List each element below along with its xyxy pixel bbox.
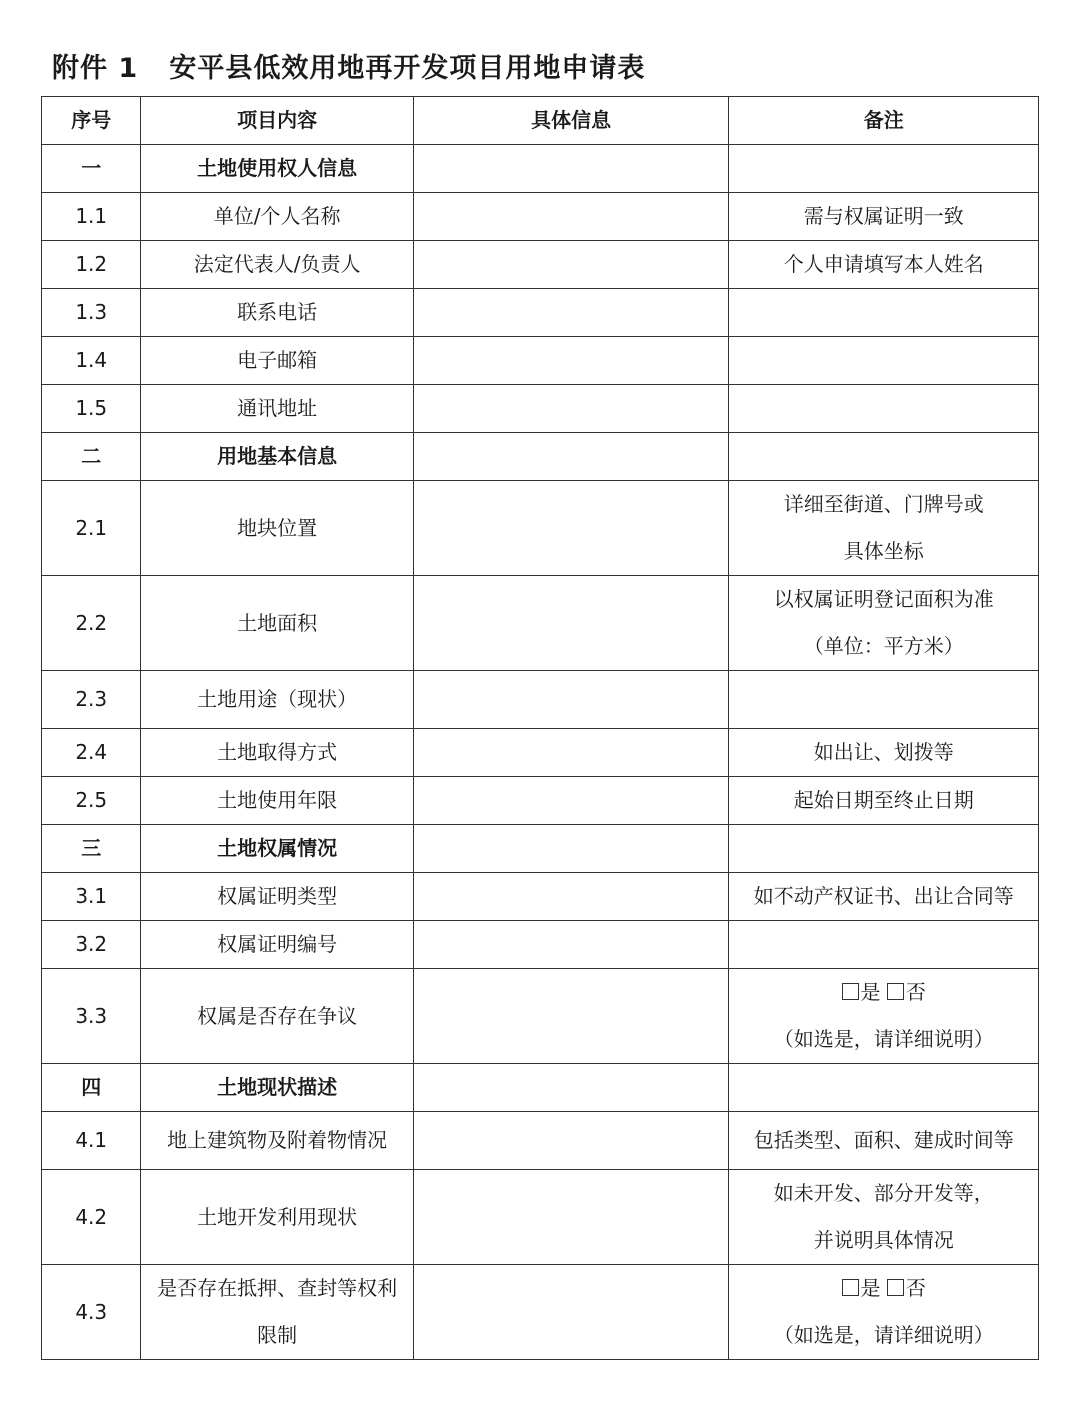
item-cell: 通讯地址: [141, 385, 413, 433]
table-row: [42, 481, 1039, 576]
detail-input-cell[interactable]: [413, 921, 729, 969]
table-row: [42, 921, 1039, 969]
detail-input-cell: [413, 145, 729, 193]
item-cell: 用地基本信息: [141, 433, 413, 481]
remark-cell: 如不动产权证书、出让合同等: [729, 873, 1039, 921]
serial-cell: 1.4: [42, 337, 141, 385]
item-cell: [141, 1265, 413, 1360]
remark-cell: [729, 433, 1039, 481]
header-serial: 序号: [42, 97, 141, 145]
table-row: [42, 193, 1039, 241]
detail-input-cell[interactable]: [413, 671, 729, 729]
serial-cell: 四: [42, 1064, 141, 1112]
remark-cell: [729, 1064, 1039, 1112]
table-row: [42, 337, 1039, 385]
serial-cell: 4.3: [42, 1265, 141, 1360]
detail-input-cell[interactable]: [413, 873, 729, 921]
remark-line: 具体坐标: [843, 539, 924, 563]
item-cell: 地上建筑物及附着物情况: [141, 1112, 413, 1170]
table-row: [42, 1170, 1039, 1265]
remark-cell: [729, 825, 1039, 873]
detail-input-cell[interactable]: [413, 777, 729, 825]
table-body: [42, 145, 1039, 1360]
item-cell: 权属证明编号: [141, 921, 413, 969]
detail-input-cell[interactable]: [413, 289, 729, 337]
item-cell: 联系电话: [141, 289, 413, 337]
remark-cell: [729, 337, 1039, 385]
table-row: [42, 873, 1039, 921]
remark-cell: [729, 1265, 1039, 1360]
header-detail: 具体信息: [413, 97, 729, 145]
checkbox-yes[interactable]: [842, 1279, 859, 1296]
detail-input-cell[interactable]: [413, 1170, 729, 1265]
table-row: [42, 1112, 1039, 1170]
remark-cell: 需与权属证明一致: [729, 193, 1039, 241]
item-cell: 法定代表人/负责人: [141, 241, 413, 289]
item-cell: 权属是否存在争议: [141, 969, 413, 1064]
table-row: [42, 671, 1039, 729]
serial-cell: 1.2: [42, 241, 141, 289]
serial-cell: 2.4: [42, 729, 141, 777]
detail-input-cell[interactable]: [413, 576, 729, 671]
detail-input-cell[interactable]: [413, 385, 729, 433]
serial-cell: 一: [42, 145, 141, 193]
remark-line: 如未开发、部分开发等，: [773, 1181, 994, 1205]
item-cell: 土地现状描述: [141, 1064, 413, 1112]
remark-cell: [729, 671, 1039, 729]
table-header-row: [42, 97, 1039, 145]
section-row: [42, 433, 1039, 481]
table-row: [42, 385, 1039, 433]
serial-cell: 二: [42, 433, 141, 481]
item-cell: 电子邮箱: [141, 337, 413, 385]
serial-cell: 3.2: [42, 921, 141, 969]
item-cell: 土地使用年限: [141, 777, 413, 825]
detail-input-cell[interactable]: [413, 1112, 729, 1170]
section-row: [42, 145, 1039, 193]
remark-cell: [729, 1170, 1039, 1265]
remark-cell: 个人申请填写本人姓名: [729, 241, 1039, 289]
checkbox-no[interactable]: [887, 1279, 904, 1296]
item-cell: 土地权属情况: [141, 825, 413, 873]
serial-cell: 3.3: [42, 969, 141, 1064]
detail-input-cell[interactable]: [413, 969, 729, 1064]
table-row: [42, 241, 1039, 289]
remark-line: （如选是，请详细说明）: [773, 1027, 994, 1051]
serial-cell: 1.1: [42, 193, 141, 241]
table-row: [42, 289, 1039, 337]
serial-cell: 3.1: [42, 873, 141, 921]
table-row: [42, 969, 1039, 1064]
detail-input-cell[interactable]: [413, 193, 729, 241]
serial-cell: 1.3: [42, 289, 141, 337]
serial-cell: 2.3: [42, 671, 141, 729]
checkbox-label: 是: [860, 1276, 887, 1300]
detail-input-cell: [413, 825, 729, 873]
checkbox-label: 否: [905, 1276, 926, 1300]
remark-line: 以权属证明登记面积为准: [773, 587, 994, 611]
serial-cell: 三: [42, 825, 141, 873]
section-row: [42, 825, 1039, 873]
checkbox-yes[interactable]: [842, 983, 859, 1000]
table-row: [42, 777, 1039, 825]
document-title: 附件 1 安平县低效用地再开发项目用地申请表: [52, 53, 646, 84]
serial-cell: 2.1: [42, 481, 141, 576]
remark-cell: 起始日期至终止日期: [729, 777, 1039, 825]
remark-line: 并说明具体情况: [813, 1228, 954, 1252]
remark-cell: [729, 385, 1039, 433]
table-row: [42, 576, 1039, 671]
section-row: [42, 1064, 1039, 1112]
table-row: [42, 1265, 1039, 1360]
checkbox-no[interactable]: [887, 983, 904, 1000]
remark-cell: 包括类型、面积、建成时间等: [729, 1112, 1039, 1170]
item-line: 是否存在抵押、查封等权利: [157, 1276, 398, 1300]
detail-input-cell[interactable]: [413, 481, 729, 576]
serial-cell: 2.2: [42, 576, 141, 671]
detail-input-cell[interactable]: [413, 241, 729, 289]
item-cell: 土地开发利用现状: [141, 1170, 413, 1265]
serial-cell: 4.1: [42, 1112, 141, 1170]
application-form-table: [41, 96, 1039, 1360]
detail-input-cell: [413, 1064, 729, 1112]
remark-cell: [729, 969, 1039, 1064]
item-cell: 权属证明类型: [141, 873, 413, 921]
table-row: [42, 729, 1039, 777]
header-item: 项目内容: [141, 97, 413, 145]
item-cell: 地块位置: [141, 481, 413, 576]
remark-cell: [729, 576, 1039, 671]
serial-cell: 2.5: [42, 777, 141, 825]
header-remark: 备注: [729, 97, 1039, 145]
remark-line: 详细至街道、门牌号或: [783, 492, 984, 516]
checkbox-label: 否: [905, 980, 926, 1004]
checkbox-label: 是: [860, 980, 887, 1004]
detail-input-cell[interactable]: [413, 337, 729, 385]
detail-input-cell[interactable]: [413, 729, 729, 777]
item-cell: 土地面积: [141, 576, 413, 671]
detail-input-cell: [413, 433, 729, 481]
item-cell: 土地用途（现状）: [141, 671, 413, 729]
remark-cell: [729, 921, 1039, 969]
item-cell: 单位/个人名称: [141, 193, 413, 241]
serial-cell: 4.2: [42, 1170, 141, 1265]
item-line: 限制: [257, 1323, 298, 1347]
serial-cell: 1.5: [42, 385, 141, 433]
remark-line: （如选是，请详细说明）: [773, 1323, 994, 1347]
detail-input-cell[interactable]: [413, 1265, 729, 1360]
remark-cell: 如出让、划拨等: [729, 729, 1039, 777]
item-cell: 土地取得方式: [141, 729, 413, 777]
item-cell: 土地使用权人信息: [141, 145, 413, 193]
remark-cell: [729, 289, 1039, 337]
remark-line: （单位：平方米）: [803, 634, 964, 658]
remark-cell: [729, 481, 1039, 576]
remark-cell: [729, 145, 1039, 193]
